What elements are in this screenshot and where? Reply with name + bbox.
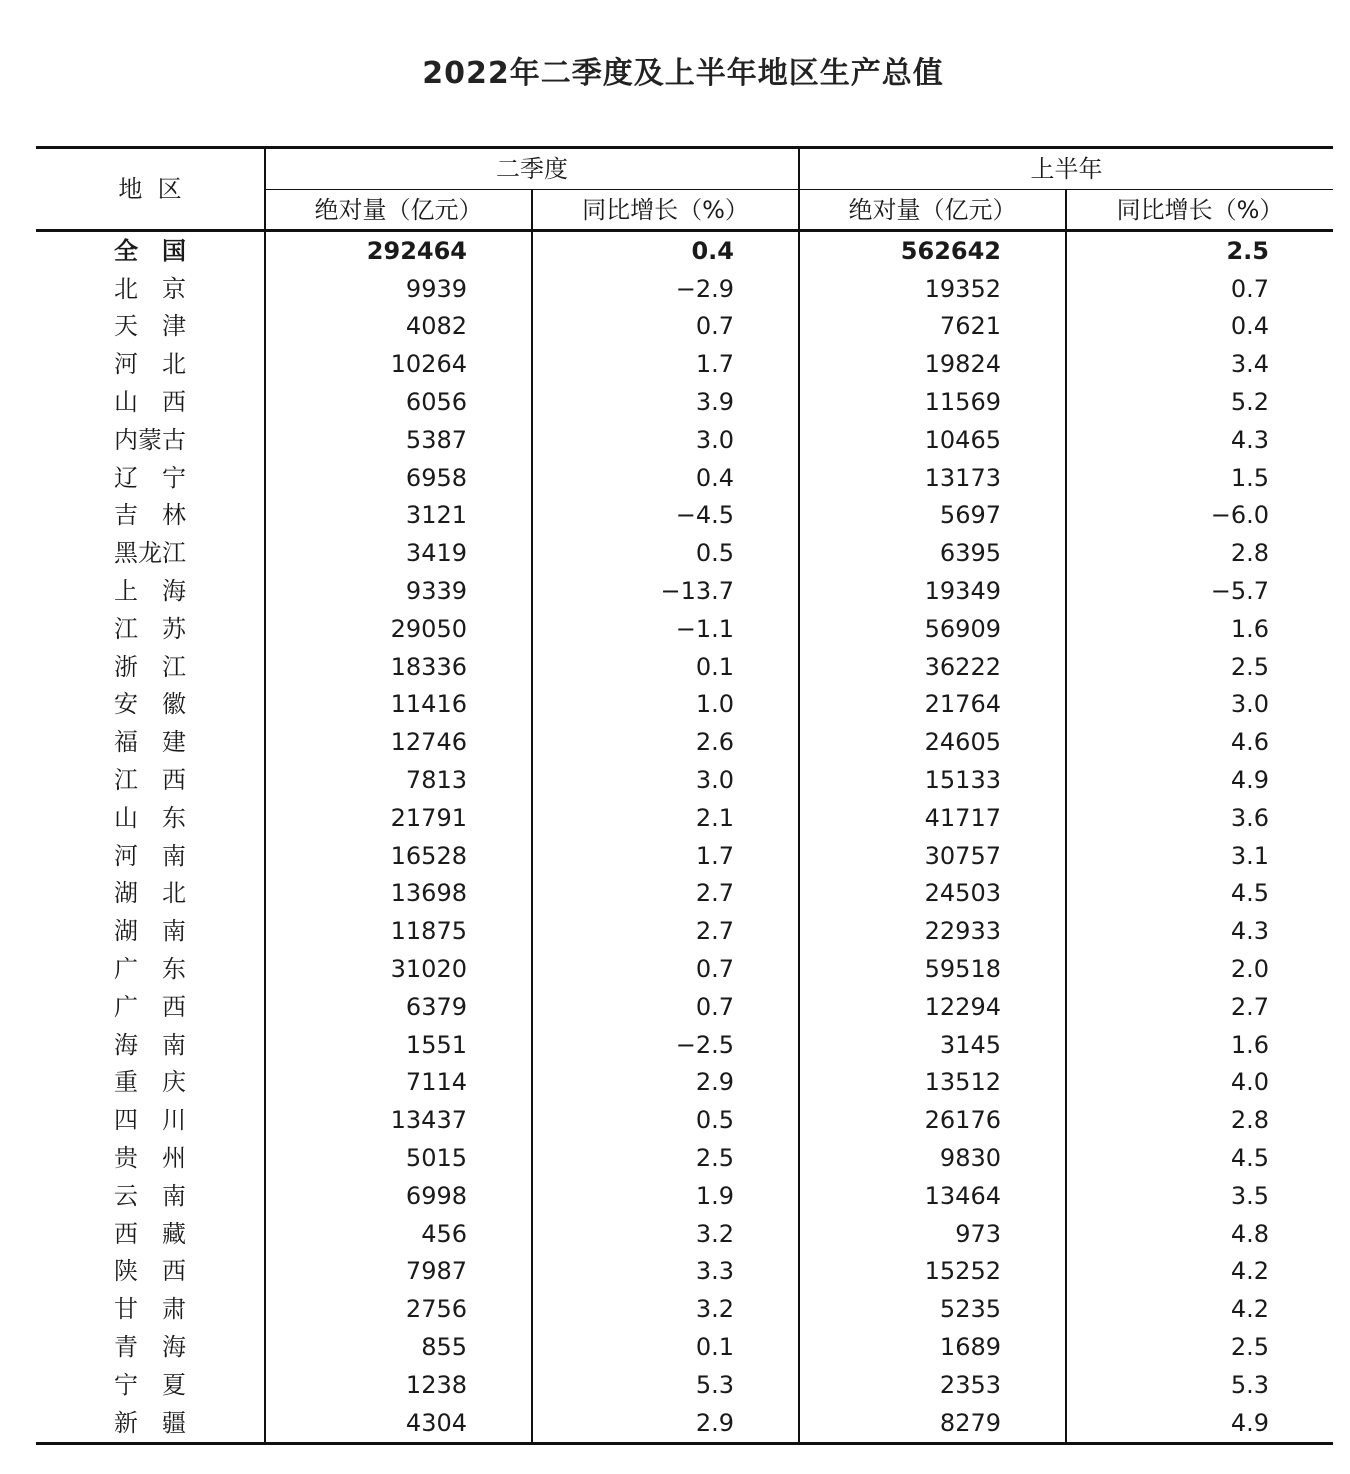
q2-growth-cell: 0.4	[532, 231, 799, 270]
region-cell	[36, 912, 265, 950]
q2-abs-header: 绝对量（亿元）	[265, 190, 532, 231]
q2-abs-cell: 29050	[265, 610, 532, 648]
h1-abs-cell: 19824	[799, 345, 1066, 383]
region-cell	[36, 875, 265, 913]
q2-growth-cell: 0.1	[532, 1328, 799, 1366]
table-row	[36, 1328, 1333, 1366]
q2-abs-cell: 1551	[265, 1026, 532, 1064]
h1-abs-cell: 9830	[799, 1139, 1066, 1177]
region-cell	[36, 1328, 265, 1366]
h1-abs-cell: 10465	[799, 421, 1066, 459]
region-name: 甘 肃	[114, 1295, 186, 1324]
h1-growth-cell: 2.5	[1066, 1328, 1333, 1366]
h1-growth-cell: 2.7	[1066, 988, 1333, 1026]
q2-abs-cell: 5015	[265, 1139, 532, 1177]
h1-abs-cell: 2353	[799, 1366, 1066, 1404]
h1-abs-cell: 6395	[799, 534, 1066, 572]
q2-abs-cell: 7114	[265, 1064, 532, 1102]
q2-abs-cell: 18336	[265, 648, 532, 686]
q2-abs-cell: 13698	[265, 875, 532, 913]
h1-abs-cell: 24503	[799, 875, 1066, 913]
q2-abs-cell: 1238	[265, 1366, 532, 1404]
region-cell	[36, 799, 265, 837]
region-name: 福 建	[114, 728, 186, 757]
table-row	[36, 1026, 1333, 1064]
region-cell	[36, 1215, 265, 1253]
region-cell	[36, 270, 265, 308]
table-row	[36, 308, 1333, 346]
q2-growth-cell: 2.9	[532, 1404, 799, 1443]
h1-growth-cell: 4.6	[1066, 723, 1333, 761]
q2-growth-cell: 0.7	[532, 308, 799, 346]
region-name: 新 疆	[114, 1408, 186, 1437]
region-name: 河 北	[114, 350, 186, 379]
h1-growth-cell: 4.9	[1066, 1404, 1333, 1443]
h1-growth-cell: 3.6	[1066, 799, 1333, 837]
region-name: 云 南	[114, 1181, 186, 1210]
h1-growth-cell: 4.3	[1066, 421, 1333, 459]
table-row	[36, 988, 1333, 1026]
region-name: 陕 西	[114, 1257, 186, 1286]
h1-abs-cell: 41717	[799, 799, 1066, 837]
table-row	[36, 1253, 1333, 1291]
h1-growth-cell: 4.3	[1066, 912, 1333, 950]
table-row	[36, 950, 1333, 988]
gdp-table	[36, 146, 1333, 1445]
table-header	[36, 148, 1333, 231]
table-row	[36, 648, 1333, 686]
q2-growth-cell: 0.7	[532, 950, 799, 988]
h1-growth-cell: 4.5	[1066, 875, 1333, 913]
q2-growth-cell: 0.4	[532, 459, 799, 497]
q2-abs-cell: 2756	[265, 1290, 532, 1328]
q2-growth-cell: 3.2	[532, 1290, 799, 1328]
q2-growth-cell: 0.5	[532, 1101, 799, 1139]
h1-abs-header: 绝对量（亿元）	[799, 190, 1066, 231]
h1-growth-cell: 1.6	[1066, 1026, 1333, 1064]
q2-growth-cell: 0.7	[532, 988, 799, 1026]
region-cell	[36, 1139, 265, 1177]
h1-abs-cell: 26176	[799, 1101, 1066, 1139]
region-name: 湖 北	[114, 879, 186, 908]
q2-abs-cell: 4304	[265, 1404, 532, 1443]
q2-growth-cell: 1.7	[532, 345, 799, 383]
table-row	[36, 1215, 1333, 1253]
h1-abs-cell: 3145	[799, 1026, 1066, 1064]
q2-abs-cell: 9939	[265, 270, 532, 308]
h1-growth-cell: 4.8	[1066, 1215, 1333, 1253]
h1-abs-cell: 562642	[799, 231, 1066, 270]
h1-abs-cell: 5235	[799, 1290, 1066, 1328]
table-row	[36, 1366, 1333, 1404]
h1-abs-cell: 8279	[799, 1404, 1066, 1443]
q2-growth-cell: 0.1	[532, 648, 799, 686]
q2-growth-cell: 3.3	[532, 1253, 799, 1291]
table-body	[36, 231, 1333, 1444]
q2-abs-cell: 7987	[265, 1253, 532, 1291]
q2-growth-cell: −2.9	[532, 270, 799, 308]
q2-abs-cell: 7813	[265, 761, 532, 799]
q2-growth-cell: 3.9	[532, 383, 799, 421]
region-name: 内蒙古	[114, 425, 186, 454]
q2-abs-cell: 12746	[265, 723, 532, 761]
region-name: 吉 林	[114, 501, 186, 530]
region-name: 西 藏	[114, 1219, 186, 1248]
q2-abs-cell: 5387	[265, 421, 532, 459]
q2-growth-cell: 2.1	[532, 799, 799, 837]
region-cell	[36, 383, 265, 421]
h1-growth-cell: 2.5	[1066, 231, 1333, 270]
h1-growth-cell: −6.0	[1066, 497, 1333, 535]
region-name: 贵 州	[114, 1144, 186, 1173]
h1-abs-cell: 13173	[799, 459, 1066, 497]
h1-abs-cell: 15252	[799, 1253, 1066, 1291]
region-name: 北 京	[114, 274, 186, 303]
h1-growth-cell: 3.0	[1066, 686, 1333, 724]
q2-abs-cell: 11416	[265, 686, 532, 724]
q2-abs-cell: 6958	[265, 459, 532, 497]
region-cell	[36, 1290, 265, 1328]
region-name: 山 西	[114, 388, 186, 417]
h1-abs-cell: 15133	[799, 761, 1066, 799]
h1-growth-cell: 0.7	[1066, 270, 1333, 308]
table-row	[36, 231, 1333, 270]
region-cell	[36, 988, 265, 1026]
table-row	[36, 459, 1333, 497]
table-row	[36, 421, 1333, 459]
region-name: 宁 夏	[114, 1370, 186, 1399]
region-name: 河 南	[114, 841, 186, 870]
h1-abs-cell: 973	[799, 1215, 1066, 1253]
region-name: 江 苏	[114, 614, 186, 643]
q2-growth-cell: 2.9	[532, 1064, 799, 1102]
h1-abs-cell: 36222	[799, 648, 1066, 686]
region-name: 浙 江	[114, 652, 186, 681]
table-row	[36, 1290, 1333, 1328]
region-cell	[36, 1366, 265, 1404]
q2-growth-cell: 1.7	[532, 837, 799, 875]
region-cell	[36, 837, 265, 875]
q2-abs-cell: 13437	[265, 1101, 532, 1139]
region-cell	[36, 648, 265, 686]
h1-growth-cell: 4.2	[1066, 1253, 1333, 1291]
h1-growth-cell: 2.8	[1066, 534, 1333, 572]
q2-growth-cell: −2.5	[532, 1026, 799, 1064]
table-row	[36, 1064, 1333, 1102]
region-name: 江 西	[114, 766, 186, 795]
region-cell	[36, 1101, 265, 1139]
region-cell	[36, 459, 265, 497]
q2-abs-cell: 10264	[265, 345, 532, 383]
table-row	[36, 270, 1333, 308]
table-row	[36, 686, 1333, 724]
h1-growth-cell: 2.5	[1066, 648, 1333, 686]
table-row	[36, 1177, 1333, 1215]
h1-abs-cell: 11569	[799, 383, 1066, 421]
region-name: 湖 南	[114, 917, 186, 946]
region-cell	[36, 345, 265, 383]
h1-abs-cell: 59518	[799, 950, 1066, 988]
table-row	[36, 912, 1333, 950]
q2-growth-cell: 0.5	[532, 534, 799, 572]
q2-abs-cell: 9339	[265, 572, 532, 610]
region-cell	[36, 761, 265, 799]
q2-abs-cell: 6379	[265, 988, 532, 1026]
q2-growth-cell: 3.0	[532, 761, 799, 799]
region-cell	[36, 1026, 265, 1064]
h1-growth-cell: 2.8	[1066, 1101, 1333, 1139]
h1-growth-cell: 4.0	[1066, 1064, 1333, 1102]
h1-growth-cell: 3.1	[1066, 837, 1333, 875]
region-cell	[36, 497, 265, 535]
h1-abs-cell: 1689	[799, 1328, 1066, 1366]
h1-growth-cell: 0.4	[1066, 308, 1333, 346]
h1-abs-cell: 19349	[799, 572, 1066, 610]
q2-abs-cell: 3419	[265, 534, 532, 572]
region-cell	[36, 1177, 265, 1215]
table-row	[36, 875, 1333, 913]
h1-abs-cell: 12294	[799, 988, 1066, 1026]
q2-group-header: 二季度	[265, 148, 799, 190]
h1-abs-cell: 56909	[799, 610, 1066, 648]
q2-abs-cell: 3121	[265, 497, 532, 535]
q2-abs-cell: 4082	[265, 308, 532, 346]
h1-abs-cell: 19352	[799, 270, 1066, 308]
region-name: 黑龙江	[114, 539, 186, 568]
region-name: 上 海	[114, 577, 186, 606]
h1-abs-cell: 5697	[799, 497, 1066, 535]
region-name: 全 国	[114, 236, 186, 265]
region-name: 广 西	[114, 992, 186, 1021]
table-row	[36, 497, 1333, 535]
q2-growth-cell: 5.3	[532, 1366, 799, 1404]
h1-group-header: 上半年	[799, 148, 1333, 190]
q2-abs-cell: 456	[265, 1215, 532, 1253]
h1-growth-cell: 3.4	[1066, 345, 1333, 383]
table-row	[36, 799, 1333, 837]
h1-abs-cell: 13464	[799, 1177, 1066, 1215]
h1-abs-cell: 30757	[799, 837, 1066, 875]
table-row	[36, 610, 1333, 648]
q2-growth-cell: −1.1	[532, 610, 799, 648]
q2-growth-header: 同比增长（%）	[532, 190, 799, 231]
q2-abs-cell: 31020	[265, 950, 532, 988]
q2-growth-cell: 2.5	[532, 1139, 799, 1177]
region-name: 海 南	[114, 1030, 186, 1059]
page-title: 2022年二季度及上半年地区生产总值	[422, 56, 944, 91]
region-name: 山 东	[114, 803, 186, 832]
region-name: 四 川	[114, 1106, 186, 1135]
h1-abs-cell: 22933	[799, 912, 1066, 950]
q2-abs-cell: 11875	[265, 912, 532, 950]
region-cell	[36, 534, 265, 572]
q2-abs-cell: 855	[265, 1328, 532, 1366]
h1-growth-cell: −5.7	[1066, 572, 1333, 610]
region-name: 重 庆	[114, 1068, 186, 1097]
h1-growth-cell: 2.0	[1066, 950, 1333, 988]
q2-growth-cell: 3.0	[532, 421, 799, 459]
table-row	[36, 761, 1333, 799]
table-row	[36, 534, 1333, 572]
table-row	[36, 837, 1333, 875]
region-column-header: 地 区	[36, 148, 265, 231]
q2-growth-cell: 1.0	[532, 686, 799, 724]
region-cell	[36, 231, 265, 270]
region-cell	[36, 421, 265, 459]
h1-growth-header: 同比增长（%）	[1066, 190, 1333, 231]
h1-abs-cell: 21764	[799, 686, 1066, 724]
q2-growth-cell: 2.6	[532, 723, 799, 761]
region-name: 安 徽	[114, 690, 186, 719]
table-row	[36, 383, 1333, 421]
h1-growth-cell: 3.5	[1066, 1177, 1333, 1215]
region-name: 天 津	[114, 312, 186, 341]
q2-growth-cell: −4.5	[532, 497, 799, 535]
region-cell	[36, 1064, 265, 1102]
q2-growth-cell: 1.9	[532, 1177, 799, 1215]
table-row	[36, 1101, 1333, 1139]
q2-abs-cell: 16528	[265, 837, 532, 875]
region-cell	[36, 572, 265, 610]
table-row	[36, 1404, 1333, 1443]
region-cell	[36, 723, 265, 761]
region-name: 广 东	[114, 955, 186, 984]
q2-abs-cell: 292464	[265, 231, 532, 270]
q2-abs-cell: 6056	[265, 383, 532, 421]
region-cell	[36, 308, 265, 346]
q2-abs-cell: 21791	[265, 799, 532, 837]
q2-growth-cell: 2.7	[532, 912, 799, 950]
h1-abs-cell: 24605	[799, 723, 1066, 761]
region-cell	[36, 1404, 265, 1443]
h1-growth-cell: 5.2	[1066, 383, 1333, 421]
h1-abs-cell: 13512	[799, 1064, 1066, 1102]
region-name: 辽 宁	[114, 463, 186, 492]
region-cell	[36, 950, 265, 988]
table-row	[36, 572, 1333, 610]
region-cell	[36, 1253, 265, 1291]
h1-growth-cell: 4.9	[1066, 761, 1333, 799]
q2-growth-cell: −13.7	[532, 572, 799, 610]
table-row	[36, 1139, 1333, 1177]
h1-growth-cell: 5.3	[1066, 1366, 1333, 1404]
q2-abs-cell: 6998	[265, 1177, 532, 1215]
table-row	[36, 723, 1333, 761]
h1-growth-cell: 4.5	[1066, 1139, 1333, 1177]
h1-growth-cell: 1.6	[1066, 610, 1333, 648]
h1-abs-cell: 7621	[799, 308, 1066, 346]
region-name: 青 海	[114, 1333, 186, 1361]
table-row	[36, 345, 1333, 383]
h1-growth-cell: 4.2	[1066, 1290, 1333, 1328]
h1-growth-cell: 1.5	[1066, 459, 1333, 497]
q2-growth-cell: 2.7	[532, 875, 799, 913]
region-cell	[36, 686, 265, 724]
region-cell	[36, 610, 265, 648]
q2-growth-cell: 3.2	[532, 1215, 799, 1253]
